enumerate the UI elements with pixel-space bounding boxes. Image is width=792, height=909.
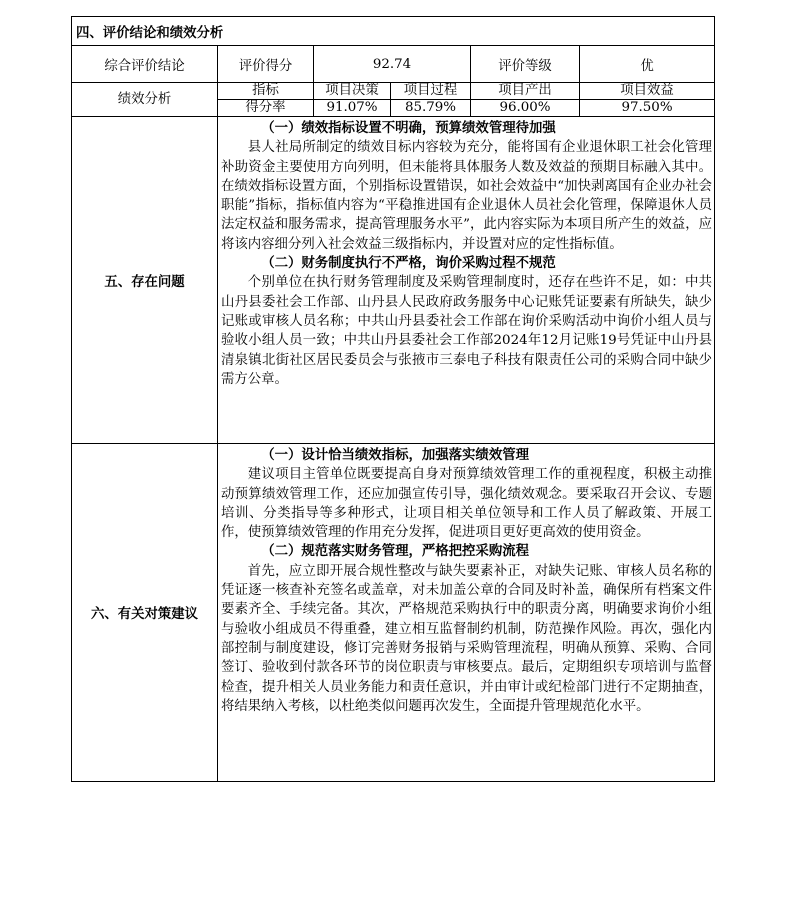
issues-content (218, 117, 715, 444)
issue-paragraph: 县人社局所制定的绩效目标内容较为充分，能将国有企业退休职工社会化管理补助资金主要使用方向列明，但未能将具体服务人数及效益的预期目标融入其中。在绩效指标设置方面，个别指标设置错误，如社会效益中“加快剥离国有企业办社会职能”指标，指标值内容为“平稳推进国有企业退休人员社会化管理，保障退休人员法定权益和服务需求，提高管理服务水平”，此内容实际为本项目所产生的效益，应将该内容细分列入社会效益三级指标内，并设置对应的定性指标值。 (221, 140, 713, 252)
grade-value: 优 (580, 46, 715, 83)
metric-name: 项目产出 (471, 83, 580, 100)
advice-row (72, 444, 715, 782)
metrics-row (72, 83, 715, 100)
metric-name: 项目过程 (391, 83, 471, 100)
rate-value: 96.00% (471, 100, 580, 117)
conclusion-label: 综合评价结论 (72, 46, 218, 83)
rate-value: 85.79% (391, 100, 471, 117)
grade-label: 评价等级 (471, 46, 580, 83)
advice-content (218, 444, 715, 782)
perf-label: 绩效分析 (72, 83, 218, 117)
score-value: 92.74 (314, 46, 471, 83)
metric-label: 指标 (218, 83, 314, 100)
score-label: 评价得分 (218, 46, 314, 83)
evaluation-table (71, 16, 715, 782)
advice-paragraph: 建议项目主管单位既要提高自身对预算绩效管理工作的重视程度，积极主动推动预算绩效管理工作，还应加强宣传引导，强化绩效观念。要采取召开会议、专题培训、分类指导等多种形式，让项目相关单位领导和工作人员了解政策、开展工作，使预算绩效管理的作用充分发挥，促进项目更好更高效的使用资金。 (221, 467, 713, 541)
issue-heading: （一）绩效指标设置不明确，预算绩效管理待加强 (261, 120, 556, 136)
rate-value: 91.07% (314, 100, 391, 117)
metric-name: 项目决策 (314, 83, 391, 100)
section4-header-row (72, 17, 715, 46)
metric-name: 项目效益 (580, 83, 715, 100)
conclusion-row (72, 46, 715, 83)
advice-paragraph: 首先，应立即开展合规性整改与缺失要素补正，对缺失记账、审核人员名称的凭证逐一核查补充签名或盖章，对未加盖公章的合同及时补盖，确保所有档案文件要素齐全、手续完备。其次，严格规范采购执行中的职责分离，明确要求询价小组与验收小组成员不得重叠，建立相互监督制约机制，防范操作风险。再次，强化内部控制与制度建设，修订完善财务报销与采购管理流程，明确从预算、采购、合同签订、验收到付款各环节的岗位职责与审核要点。最后，定期组织专项培训与监督检查，提升相关人员业务能力和责任意识，并由审计或纪检部门进行不定期抽查，将结果纳入考核，以杜绝类似问题再次发生，全面提升管理规范化水平。 (221, 563, 713, 714)
rate-label: 得分率 (218, 100, 314, 117)
advice-heading: （一）设计恰当绩效指标，加强落实绩效管理 (261, 447, 529, 463)
rate-value: 97.50% (580, 100, 715, 117)
advice-heading: （二）规范落实财务管理，严格把控采购流程 (261, 543, 529, 560)
issue-paragraph: 个别单位在执行财务管理制度及采购管理制度时，还存在些许不足，如：中共山丹县委社会工作部、山丹县人民政府政务服务中心记账凭证要素有所缺失，缺少记账或审核人员名称；中共山丹县委社会工作部在询价采购活动中询价小组人员与验收小组人员一致；中共山丹县委社会工作部2024年12月记账19号凭证中山丹县清泉镇北街社区居民委员会与张掖市三泰电子科技有限责任公司的采购合同中缺少需方公章。 (221, 275, 713, 387)
section5-label: 五、存在问题 (72, 117, 218, 444)
section6-label: 六、有关对策建议 (72, 444, 218, 782)
issues-row (72, 117, 715, 444)
issue-heading: （二）财务制度执行不严格，询价采购过程不规范 (261, 255, 556, 272)
section4-title: 四、评价结论和绩效分析 (72, 17, 715, 46)
